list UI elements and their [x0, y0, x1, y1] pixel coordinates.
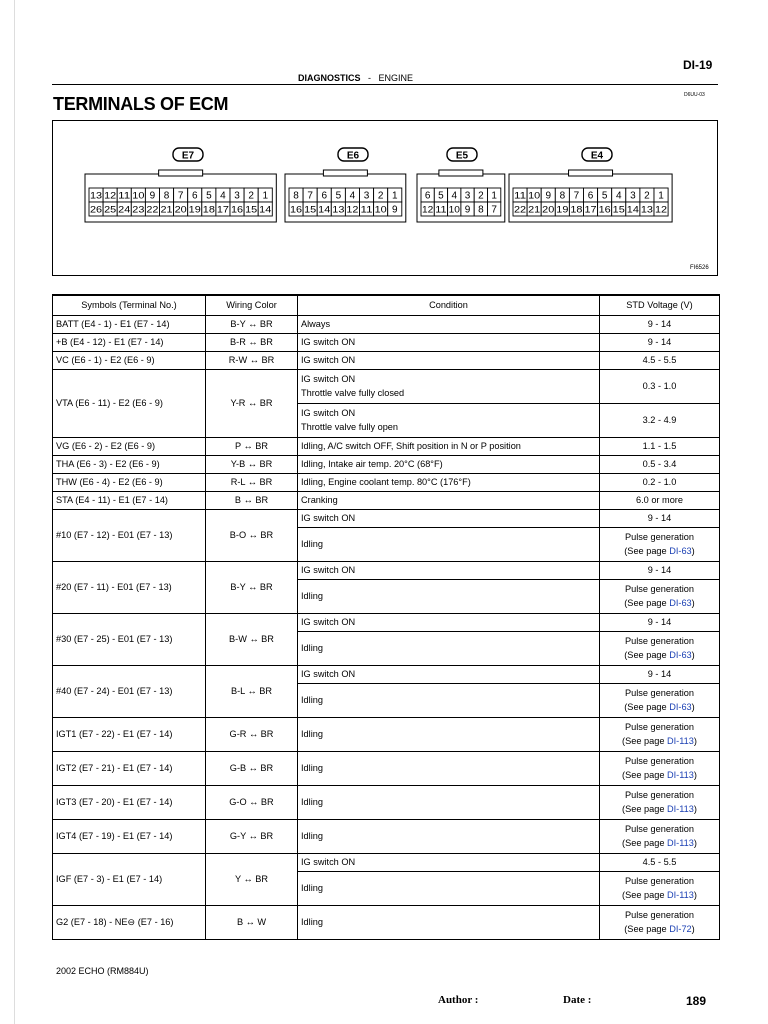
- table-row: [53, 333, 720, 351]
- page-reference-link[interactable]: DI-113: [666, 770, 694, 780]
- terminal-number: 12: [422, 204, 434, 216]
- connector-label: E7: [181, 150, 195, 162]
- page-reference-link[interactable]: DI-72: [669, 924, 692, 934]
- condition-line: Idling: [301, 797, 323, 807]
- connector-label: E5: [455, 150, 469, 162]
- cell-symbol: THA (E6 - 3) - E2 (E6 - 9): [53, 455, 206, 473]
- terminal-number: 10: [374, 204, 387, 216]
- cell-std-voltage: [600, 665, 720, 683]
- terminal-number: 5: [335, 190, 342, 202]
- section-sub: ENGINE: [378, 73, 414, 83]
- cell-condition: [298, 473, 600, 491]
- voltage-line: Pulse generation: [625, 584, 694, 594]
- see-page-prefix: (See page: [622, 890, 667, 900]
- terminal-number: 7: [573, 190, 580, 202]
- terminal-number: 4: [220, 190, 226, 202]
- cell-wiring-color: G-B ↔ BR: [206, 751, 298, 785]
- cell-condition: [298, 561, 600, 579]
- terminal-number: 11: [435, 204, 447, 216]
- cell-wiring-color: B ↔ W: [206, 905, 298, 939]
- page-title: TERMINALS OF ECM: [53, 94, 229, 114]
- terminal-number: 19: [188, 204, 201, 216]
- cell-condition: [298, 613, 600, 631]
- terminal-number: 3: [464, 190, 471, 202]
- cell-condition: [298, 853, 600, 871]
- see-page-suffix: ): [693, 770, 697, 780]
- condition-line: IG switch ON: [301, 408, 356, 418]
- terminal-number: 22: [146, 204, 159, 216]
- condition-line: IG switch ON: [301, 355, 356, 365]
- see-page-line: [603, 700, 716, 714]
- voltage-line: Pulse generation: [625, 910, 694, 920]
- condition-line: Throttle valve fully open: [301, 422, 399, 432]
- terminal-number: 3: [363, 190, 370, 202]
- cell-wiring-color: B-L ↔ BR: [206, 665, 298, 717]
- table-row: [53, 561, 720, 579]
- cell-condition: [298, 351, 600, 369]
- section-header: [298, 73, 413, 83]
- page-reference-link[interactable]: DI-113: [666, 736, 694, 746]
- page-code: DI-19: [683, 58, 713, 72]
- cell-wiring-color: B ↔ BR: [206, 491, 298, 509]
- terminal-number: 21: [160, 204, 173, 216]
- header-symbols: Symbols (Terminal No.): [53, 295, 206, 315]
- condition-line: Idling, Engine coolant temp. 80°C (176°F): [301, 477, 471, 487]
- condition-line: Idling: [301, 917, 323, 927]
- page-reference-link[interactable]: DI-113: [666, 838, 694, 848]
- condition-line: Idling: [301, 591, 323, 601]
- cell-symbol: #40 (E7 - 24) - E01 (E7 - 13): [53, 665, 206, 717]
- voltage-line: 9 - 14: [647, 565, 672, 575]
- table-row: [53, 455, 720, 473]
- terminal-number: 6: [587, 190, 594, 202]
- cell-std-voltage: [600, 785, 720, 819]
- terminal-number: 9: [464, 204, 471, 216]
- terminal-number: 14: [626, 204, 639, 216]
- voltage-line: 0.5 - 3.4: [642, 459, 677, 469]
- header-rule: [52, 84, 718, 85]
- terminal-number: 3: [234, 190, 240, 202]
- condition-line: Idling: [301, 831, 323, 841]
- terminal-number: 5: [438, 190, 444, 202]
- voltage-line: 4.5 - 5.5: [642, 355, 677, 365]
- condition-line: Idling: [301, 539, 323, 549]
- condition-line: Cranking: [301, 495, 338, 505]
- terminal-number: 26: [90, 204, 103, 216]
- cell-wiring-color: R-W ↔ BR: [206, 351, 298, 369]
- voltage-line: 9 - 14: [647, 337, 672, 347]
- cell-symbol: IGF (E7 - 3) - E1 (E7 - 14): [53, 853, 206, 905]
- cell-condition: [298, 509, 600, 527]
- cell-condition: [298, 437, 600, 455]
- cell-std-voltage: [600, 473, 720, 491]
- voltage-line: 1.1 - 1.5: [642, 441, 677, 451]
- table-header-row: [53, 295, 720, 315]
- voltage-line: 9 - 14: [647, 617, 672, 627]
- see-page-prefix: (See page: [624, 924, 670, 934]
- cell-std-voltage: [600, 853, 720, 871]
- page-reference-link[interactable]: DI-63: [669, 702, 692, 712]
- terminal-number: 7: [177, 190, 184, 202]
- terminal-number: 16: [231, 204, 244, 216]
- see-page-suffix: ): [693, 736, 697, 746]
- terminal-number: 6: [191, 190, 198, 202]
- terminal-number: 17: [216, 204, 229, 216]
- terminal-number: 8: [559, 190, 566, 202]
- cell-std-voltage: [600, 491, 720, 509]
- footer-page-number: 189: [686, 994, 707, 1008]
- connector-lock-tab: [439, 170, 483, 176]
- cell-wiring-color: G-Y ↔ BR: [206, 819, 298, 853]
- terminal-number: 8: [478, 204, 484, 216]
- cell-condition: [298, 871, 600, 905]
- terminal-number: 24: [118, 204, 131, 216]
- condition-line: Throttle valve fully closed: [301, 388, 405, 398]
- terminal-number: 5: [206, 190, 212, 202]
- voltage-line: 6.0 or more: [636, 495, 683, 505]
- terminal-number: 11: [514, 190, 527, 202]
- see-page-suffix: ): [691, 546, 695, 556]
- cell-symbol: STA (E4 - 11) - E1 (E7 - 14): [53, 491, 206, 509]
- condition-line: IG switch ON: [301, 337, 356, 347]
- cell-symbol: IGT1 (E7 - 22) - E1 (E7 - 14): [53, 717, 206, 751]
- cell-condition: [298, 819, 600, 853]
- page-reference-link[interactable]: DI-113: [666, 890, 694, 900]
- terminal-number: 13: [332, 204, 345, 216]
- voltage-line: Pulse generation: [625, 688, 694, 698]
- connector-figure: [53, 121, 717, 275]
- condition-line: Idling: [301, 883, 323, 893]
- cell-symbol: #10 (E7 - 12) - E01 (E7 - 13): [53, 509, 206, 561]
- footer-model: 2002 ECHO (RM884U): [56, 966, 149, 976]
- terminal-number: 15: [245, 204, 258, 216]
- see-page-line: [603, 836, 716, 850]
- cell-std-voltage: [600, 455, 720, 473]
- terminal-number: 23: [132, 204, 145, 216]
- see-page-prefix: (See page: [622, 838, 667, 848]
- cell-std-voltage: [600, 819, 720, 853]
- voltage-line: 9 - 14: [647, 669, 672, 679]
- see-page-line: [603, 648, 716, 662]
- voltage-line: Pulse generation: [625, 722, 694, 732]
- terminal-number: 17: [584, 204, 597, 216]
- terminal-number: 1: [491, 190, 497, 202]
- see-page-suffix: ): [691, 702, 695, 712]
- terminal-number: 4: [615, 190, 622, 202]
- terminal-number: 25: [104, 204, 117, 216]
- voltage-line: 9 - 14: [647, 513, 672, 523]
- header-condition: Condition: [298, 295, 600, 315]
- cell-std-voltage: [600, 509, 720, 527]
- condition-line: Idling: [301, 695, 323, 705]
- cell-condition: [298, 491, 600, 509]
- cell-condition: [298, 369, 600, 403]
- condition-line: IG switch ON: [301, 374, 356, 384]
- terminal-number: 2: [478, 190, 484, 202]
- see-page-prefix: (See page: [622, 736, 667, 746]
- terminal-number: 18: [202, 204, 215, 216]
- see-page-line: [603, 922, 716, 936]
- cell-wiring-color: G-O ↔ BR: [206, 785, 298, 819]
- cell-condition: [298, 717, 600, 751]
- cell-symbol: #30 (E7 - 25) - E01 (E7 - 13): [53, 613, 206, 665]
- terminal-number: 16: [598, 204, 611, 216]
- cell-condition: [298, 333, 600, 351]
- table-row: [53, 491, 720, 509]
- section-separator: -: [368, 73, 372, 83]
- cell-std-voltage: [600, 631, 720, 665]
- see-page-suffix: ): [693, 890, 697, 900]
- cell-condition: [298, 527, 600, 561]
- connector-label: E6: [346, 150, 360, 162]
- cell-symbol: +B (E4 - 12) - E1 (E7 - 14): [53, 333, 206, 351]
- voltage-line: Pulse generation: [625, 636, 694, 646]
- footer-author-label: Author :: [438, 994, 479, 1006]
- cell-symbol: VC (E6 - 1) - E2 (E6 - 9): [53, 351, 206, 369]
- terminal-number: 12: [655, 204, 668, 216]
- table-row: [53, 665, 720, 683]
- connector-lock-tab: [569, 170, 613, 176]
- terminal-number: 1: [391, 190, 398, 202]
- terminal-number: 20: [542, 204, 555, 216]
- see-page-prefix: (See page: [624, 650, 670, 660]
- cell-wiring-color: B-W ↔ BR: [206, 613, 298, 665]
- cell-std-voltage: [600, 579, 720, 613]
- see-page-suffix: ): [693, 804, 697, 814]
- condition-line: IG switch ON: [301, 513, 356, 523]
- voltage-line: 9 - 14: [647, 319, 672, 329]
- cell-condition: [298, 631, 600, 665]
- cell-symbol: BATT (E4 - 1) - E1 (E7 - 14): [53, 315, 206, 333]
- connector-label: E4: [590, 150, 604, 162]
- figure-id: FI6526: [690, 265, 709, 271]
- terminal-number: 12: [346, 204, 359, 216]
- terminal-number: 15: [304, 204, 317, 216]
- see-page-line: [603, 544, 716, 558]
- cell-std-voltage: [600, 561, 720, 579]
- see-page-suffix: ): [691, 598, 695, 608]
- table-row: [53, 613, 720, 631]
- page-reference-link[interactable]: DI-63: [669, 650, 692, 660]
- table-row: [53, 751, 720, 785]
- cell-wiring-color: B-R ↔ BR: [206, 333, 298, 351]
- condition-line: IG switch ON: [301, 617, 356, 627]
- terminal-number: 7: [307, 190, 313, 202]
- cell-std-voltage: [600, 437, 720, 455]
- cell-wiring-color: Y-B ↔ BR: [206, 455, 298, 473]
- section-main: DIAGNOSTICS: [298, 73, 361, 83]
- cell-condition: [298, 785, 600, 819]
- see-page-suffix: ): [693, 838, 697, 848]
- see-page-line: [603, 734, 716, 748]
- condition-line: IG switch ON: [301, 857, 356, 867]
- doc-code: D6UU-03: [684, 92, 705, 98]
- page-reference-link[interactable]: DI-63: [669, 598, 692, 608]
- cell-std-voltage: [600, 333, 720, 351]
- terminal-number: 6: [321, 190, 328, 202]
- cell-std-voltage: [600, 315, 720, 333]
- cell-symbol: VTA (E6 - 11) - E2 (E6 - 9): [53, 369, 206, 437]
- cell-wiring-color: B-O ↔ BR: [206, 509, 298, 561]
- terminal-number: 2: [644, 190, 650, 202]
- table-row: [53, 369, 720, 403]
- see-page-line: [603, 768, 716, 782]
- terminal-number: 19: [556, 204, 569, 216]
- cell-condition: [298, 665, 600, 683]
- cell-symbol: #20 (E7 - 11) - E01 (E7 - 13): [53, 561, 206, 613]
- cell-condition: [298, 751, 600, 785]
- condition-line: Idling, A/C switch OFF, Shift position in N or P position: [301, 441, 521, 451]
- table-row: [53, 315, 720, 333]
- terminal-number: 10: [132, 190, 145, 202]
- cell-symbol: G2 (E7 - 18) - NE⊖ (E7 - 16): [53, 905, 206, 939]
- cell-std-voltage: [600, 905, 720, 939]
- condition-line: Idling: [301, 729, 323, 739]
- cell-std-voltage: [600, 871, 720, 905]
- condition-line: Always: [301, 319, 331, 329]
- terminal-number: 5: [601, 190, 608, 202]
- cell-wiring-color: G-R ↔ BR: [206, 717, 298, 751]
- terminal-number: 11: [118, 190, 131, 202]
- page-reference-link[interactable]: DI-63: [669, 546, 692, 556]
- cell-condition: [298, 683, 600, 717]
- cell-symbol: IGT4 (E7 - 19) - E1 (E7 - 14): [53, 819, 206, 853]
- cell-symbol: VG (E6 - 2) - E2 (E6 - 9): [53, 437, 206, 455]
- table-row: [53, 509, 720, 527]
- terminal-number: 1: [658, 190, 664, 202]
- cell-symbol: IGT2 (E7 - 21) - E1 (E7 - 14): [53, 751, 206, 785]
- cell-condition: [298, 315, 600, 333]
- table-row: [53, 717, 720, 751]
- table-body: [53, 315, 720, 939]
- terminal-number: 14: [318, 204, 331, 216]
- terminal-number: 21: [528, 204, 541, 216]
- table-row: [53, 473, 720, 491]
- terminal-number: 13: [640, 204, 653, 216]
- ecm-connector-diagram: [52, 120, 718, 276]
- see-page-prefix: (See page: [624, 598, 670, 608]
- cell-wiring-color: B-Y ↔ BR: [206, 315, 298, 333]
- terminal-number: 9: [391, 204, 398, 216]
- cell-std-voltage: [600, 369, 720, 403]
- terminal-number: 6: [424, 190, 431, 202]
- voltage-line: Pulse generation: [625, 756, 694, 766]
- see-page-suffix: ): [691, 650, 695, 660]
- condition-line: IG switch ON: [301, 565, 356, 575]
- terminal-number: 4: [349, 190, 356, 202]
- terminal-number: 20: [174, 204, 187, 216]
- cell-wiring-color: Y ↔ BR: [206, 853, 298, 905]
- terminal-number: 11: [360, 204, 373, 216]
- page-reference-link[interactable]: DI-113: [666, 804, 694, 814]
- terminal-number: 8: [293, 190, 299, 202]
- terminal-number: 4: [451, 190, 458, 202]
- terminal-number: 16: [290, 204, 303, 216]
- cell-std-voltage: [600, 751, 720, 785]
- terminal-number: 3: [630, 190, 636, 202]
- footer-date-label: Date :: [563, 994, 592, 1006]
- terminal-number: 10: [528, 190, 541, 202]
- cell-std-voltage: [600, 613, 720, 631]
- see-page-line: [603, 802, 716, 816]
- terminal-number: 12: [104, 190, 117, 202]
- condition-line: Idling: [301, 643, 323, 653]
- terminal-spec-table: [52, 294, 720, 940]
- cell-symbol: THW (E6 - 4) - E2 (E6 - 9): [53, 473, 206, 491]
- see-page-prefix: (See page: [624, 546, 670, 556]
- see-page-prefix: (See page: [624, 702, 670, 712]
- voltage-line: 3.2 - 4.9: [642, 415, 677, 425]
- terminal-number: 9: [545, 190, 552, 202]
- terminal-number: 1: [262, 190, 269, 202]
- header-std-voltage: STD Voltage (V): [600, 295, 720, 315]
- page-edge-rule: [14, 0, 15, 1024]
- table-row: [53, 905, 720, 939]
- terminal-number: 13: [90, 190, 103, 202]
- condition-line: Idling, Intake air temp. 20°C (68°F): [301, 459, 443, 469]
- see-page-suffix: ): [691, 924, 695, 934]
- terminal-number: 9: [149, 190, 156, 202]
- cell-condition: [298, 455, 600, 473]
- connector-lock-tab: [323, 170, 367, 176]
- table-row: [53, 785, 720, 819]
- terminal-number: 10: [448, 204, 460, 216]
- terminal-number: 14: [259, 204, 272, 216]
- terminal-number: 8: [163, 190, 170, 202]
- cell-wiring-color: R-L ↔ BR: [206, 473, 298, 491]
- voltage-line: Pulse generation: [625, 532, 694, 542]
- cell-condition: [298, 905, 600, 939]
- terminal-number: 2: [377, 190, 384, 202]
- cell-std-voltage: [600, 351, 720, 369]
- condition-line: IG switch ON: [301, 669, 356, 679]
- terminal-number: 15: [612, 204, 625, 216]
- voltage-line: 0.3 - 1.0: [642, 381, 677, 391]
- see-page-line: [603, 888, 716, 902]
- cell-std-voltage: [600, 717, 720, 751]
- voltage-line: Pulse generation: [625, 824, 694, 834]
- cell-condition: [298, 579, 600, 613]
- voltage-line: 4.5 - 5.5: [642, 857, 677, 867]
- see-page-line: [603, 596, 716, 610]
- terminal-number: 18: [570, 204, 583, 216]
- cell-std-voltage: [600, 683, 720, 717]
- cell-std-voltage: [600, 403, 720, 437]
- see-page-prefix: (See page: [622, 770, 667, 780]
- header-wiring-color: Wiring Color: [206, 295, 298, 315]
- cell-wiring-color: Y-R ↔ BR: [206, 369, 298, 437]
- terminal-number: 22: [514, 204, 527, 216]
- cell-symbol: IGT3 (E7 - 20) - E1 (E7 - 14): [53, 785, 206, 819]
- table-row: [53, 819, 720, 853]
- terminal-number: 7: [491, 204, 497, 216]
- cell-wiring-color: B-Y ↔ BR: [206, 561, 298, 613]
- table-row: [53, 351, 720, 369]
- table-row: [53, 853, 720, 871]
- cell-std-voltage: [600, 527, 720, 561]
- table-row: [53, 437, 720, 455]
- see-page-prefix: (See page: [622, 804, 667, 814]
- voltage-line: 0.2 - 1.0: [642, 477, 677, 487]
- connector-lock-tab: [159, 170, 203, 176]
- voltage-line: Pulse generation: [625, 790, 694, 800]
- terminal-number: 2: [248, 190, 254, 202]
- condition-line: Idling: [301, 763, 323, 773]
- cell-wiring-color: P ↔ BR: [206, 437, 298, 455]
- voltage-line: Pulse generation: [625, 876, 694, 886]
- cell-condition: [298, 403, 600, 437]
